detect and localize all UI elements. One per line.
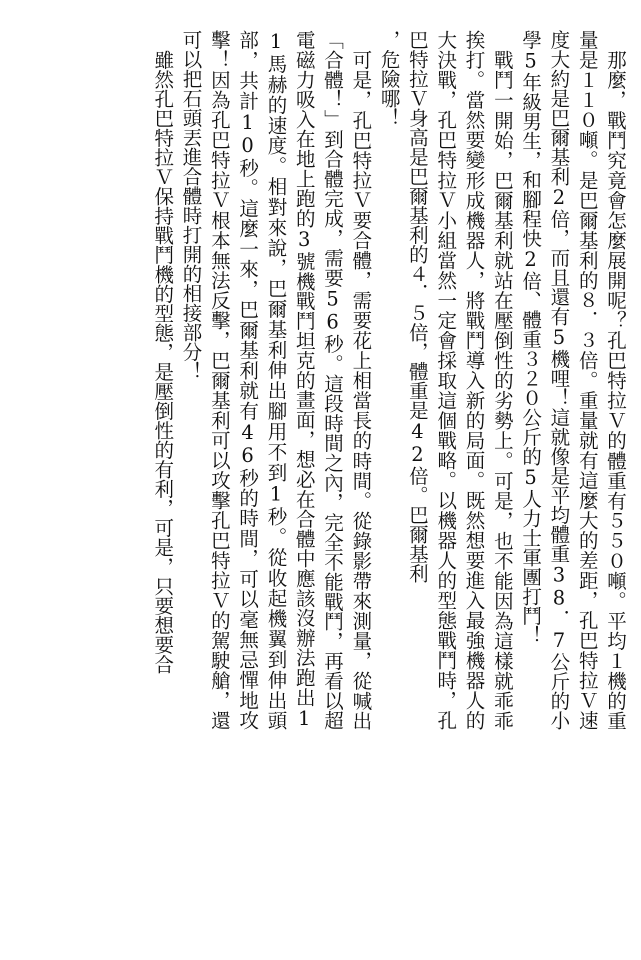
vertical-text-body: [148, 30, 629, 730]
paragraph-3: ，危險哪！: [377, 30, 401, 128]
paragraph-4: 可是，孔巴特拉Ｖ要合體，需要花上相當長的時間。從錄影帶來測量，從喊出「合體！」到合體完成，需要56秒。這段時間之內，完全不能戰鬥，再看以超電磁力吸入在地上跑的3號機戰鬥坦克的畫面，想必在合體中應該沒辦法跑出11馬赫的速度。相對來說，巴爾基利伸出腳用不到1秒。從收起機翼到伸出頭部，共計10秒。這麼一來，巴爾基利就有46秒的時間，可以毫無忌憚地攻擊！因為孔巴特拉Ｖ根本無法反擊，巴爾基利可以攻擊孔巴特拉Ｖ的駕駛艙，還可以把石頭丟進合體時打開的相接部分！: [179, 30, 373, 730]
paragraph-5: 雖然孔巴特拉Ｖ保持戰鬥機的型態，是壓倒性的有利，可是，只要想要合: [151, 49, 175, 674]
paragraph-1: 那麼，戰鬥究竟會怎麼展開呢？孔巴特拉Ｖ的體重有５５０噸。平均１機的重量是１１０噸。是巴爾基利的８．３倍。重量就有這麼大的差距，孔巴特拉Ｖ速度大約是巴爾基利2倍，而且還有5機哩！這就像是平均體重38．7公斤的小學5年級男生，和腳程快2倍、體重３２０公斤的5人力士軍團打鬥！: [519, 30, 627, 730]
paragraph-2: 戰鬥一開始，巴爾基利就站在壓倒性的劣勢上。可是，也不能因為這樣就乖乖挨打。當然要變形成機器人，將戰鬥導入新的局面。既然想要進入最強機器人的大決戰，孔巴特拉Ｖ小組當然一定會採取這個戰略。以機器人的型態戰鬥時，孔巴特拉Ｖ身高是巴爾基利的４．５倍，體重是42倍。巴爾基利: [405, 30, 514, 730]
